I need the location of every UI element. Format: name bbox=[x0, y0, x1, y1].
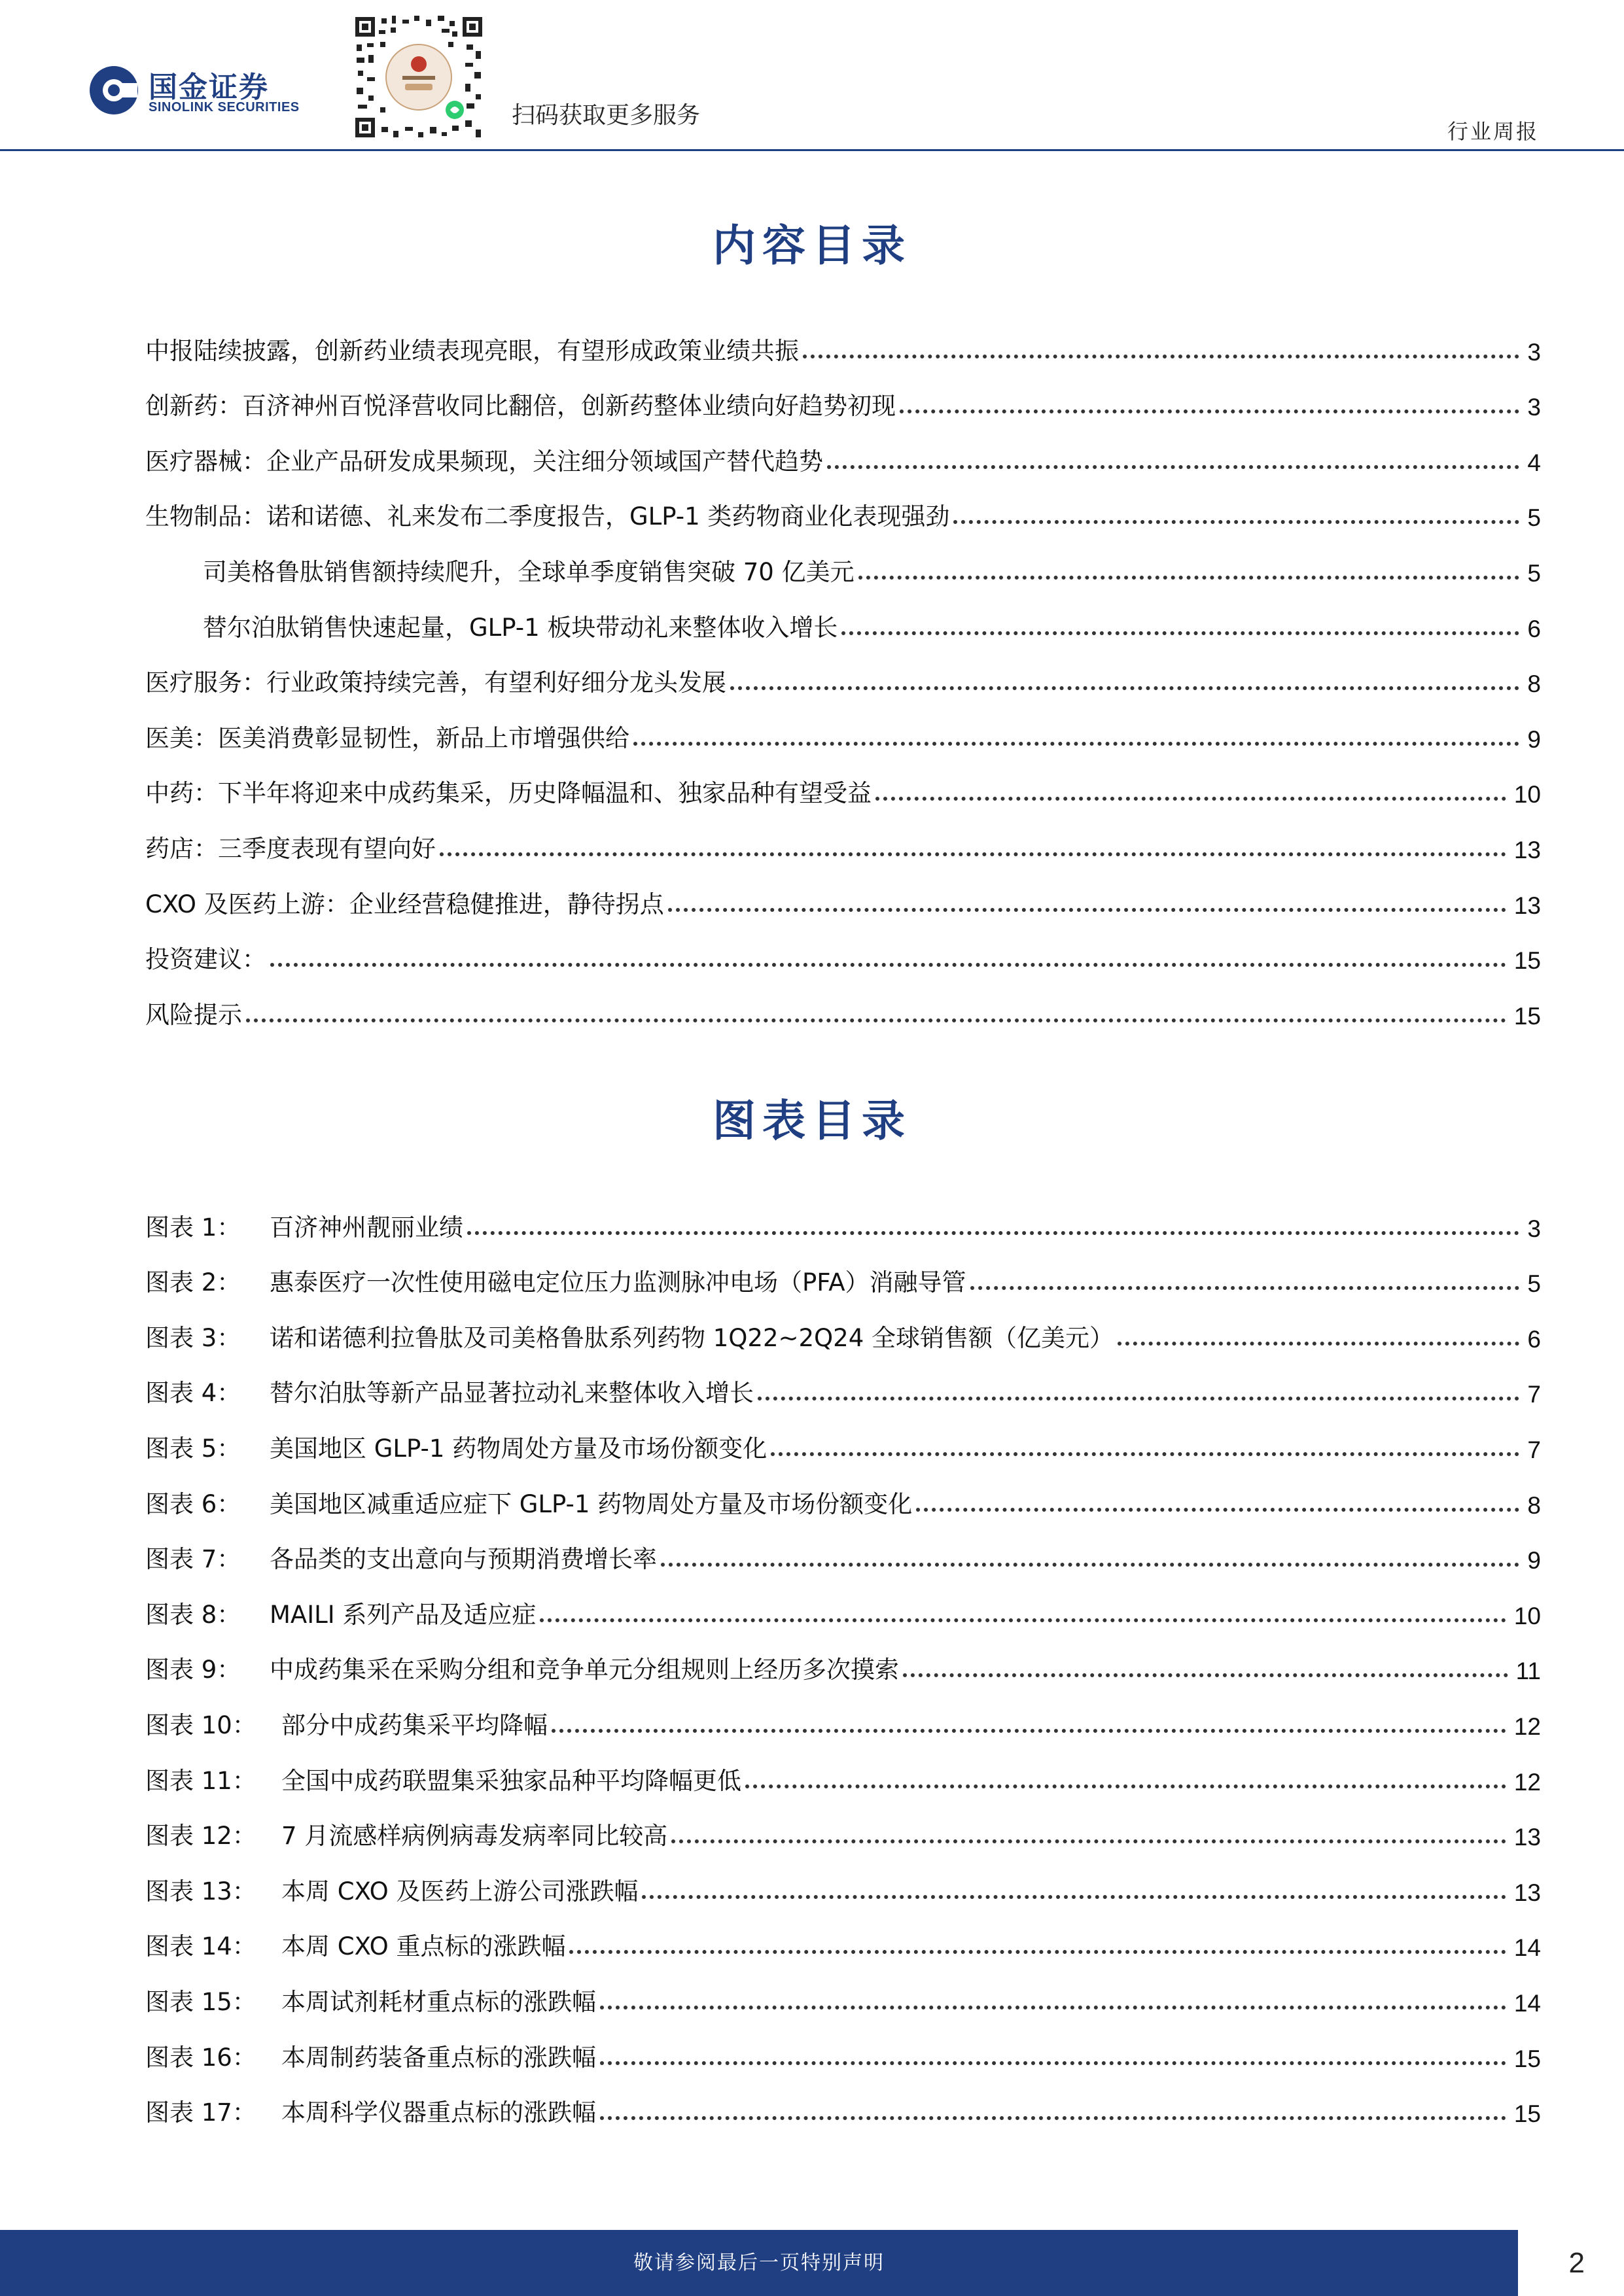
dot-leader bbox=[953, 520, 1519, 524]
chart-entry-page: 9 bbox=[1527, 1547, 1541, 1574]
chart-entry-page: 10 bbox=[1513, 1602, 1541, 1629]
chart-entry-number: 图表 16： bbox=[145, 2043, 256, 2072]
chart-entry[interactable] bbox=[145, 2017, 1541, 2073]
toc-entry-label: 投资建议： bbox=[145, 945, 266, 974]
chart-entry[interactable] bbox=[145, 1796, 1541, 1852]
chart-entry-label: 替尔泊肽等新产品显著拉动礼来整体收入增长 bbox=[270, 1379, 754, 1408]
sinolink-logo-icon bbox=[88, 65, 139, 116]
chart-entry[interactable] bbox=[145, 1353, 1541, 1409]
chart-entry-page: 13 bbox=[1513, 1879, 1541, 1906]
chart-entry[interactable] bbox=[145, 1298, 1541, 1353]
chart-entry-number: 图表 6： bbox=[145, 1489, 241, 1518]
chart-entry[interactable] bbox=[145, 1741, 1541, 1796]
dot-leader bbox=[758, 1397, 1519, 1400]
footer-disclaimer: 敬请参阅最后一页特别声明 bbox=[633, 2252, 885, 2274]
chart-entry[interactable] bbox=[145, 1187, 1541, 1243]
chart-entry-number: 图表 1： bbox=[145, 1213, 241, 1242]
chart-index bbox=[145, 1187, 1541, 2128]
toc-entry-label: 中药：下半年将迎来中成药集采，历史降幅温和、独家品种有望受益 bbox=[145, 779, 872, 808]
dot-leader bbox=[803, 355, 1519, 358]
toc-entry-label: 医美：医美消费彰显韧性，新品上市增强供给 bbox=[145, 723, 629, 752]
toc-entry[interactable] bbox=[145, 698, 1541, 754]
toc-entry-label: CXO 及医药上游：企业经营稳健推进，静待拐点 bbox=[145, 890, 664, 918]
scan-for-service-text: 扫码获取更多服务 bbox=[512, 102, 701, 129]
toc-entry-label: 风险提示 bbox=[145, 1000, 242, 1029]
header-divider bbox=[0, 149, 1624, 151]
chart-entry-number: 图表 13： bbox=[145, 1877, 256, 1905]
chart-entry-label: 本周制药装备重点标的涨跌幅 bbox=[281, 2043, 596, 2072]
chart-entry-page: 3 bbox=[1527, 1215, 1541, 1242]
dot-leader bbox=[730, 686, 1519, 690]
chart-entry-page: 5 bbox=[1527, 1270, 1541, 1298]
chart-entry[interactable] bbox=[145, 1962, 1541, 2017]
chart-entry-number: 图表 12： bbox=[145, 1822, 256, 1851]
toc-entry-page: 10 bbox=[1513, 781, 1541, 809]
toc-entry-page: 13 bbox=[1513, 892, 1541, 919]
dot-leader bbox=[745, 1784, 1506, 1788]
toc-entry[interactable] bbox=[145, 421, 1541, 477]
chart-entry-page: 15 bbox=[1513, 2045, 1541, 2072]
chart-entry[interactable] bbox=[145, 1630, 1541, 1686]
chart-entry[interactable] bbox=[145, 1574, 1541, 1630]
chart-entry[interactable] bbox=[145, 1243, 1541, 1298]
dot-leader bbox=[440, 852, 1506, 856]
toc-entry[interactable] bbox=[145, 366, 1541, 422]
toc-entry-page: 15 bbox=[1513, 947, 1541, 975]
toc-entry-page: 5 bbox=[1527, 559, 1541, 587]
dot-leader bbox=[903, 1673, 1508, 1677]
dot-leader bbox=[900, 409, 1519, 413]
charts-index-title: 图表目录 bbox=[713, 1096, 911, 1146]
dot-leader bbox=[875, 797, 1506, 801]
chart-entry[interactable] bbox=[145, 1685, 1541, 1741]
page-header bbox=[0, 0, 1624, 154]
dot-leader bbox=[858, 576, 1520, 580]
chart-entry-page: 13 bbox=[1513, 1824, 1541, 1851]
contents-title: 内容目录 bbox=[713, 220, 911, 271]
qr-code-icon[interactable] bbox=[350, 12, 487, 143]
toc-entry-page: 6 bbox=[1527, 615, 1541, 642]
chart-entry-label: 7 月流感样病例病毒发病率同比较高 bbox=[281, 1822, 668, 1851]
toc-entry-page: 3 bbox=[1527, 338, 1541, 366]
chart-entry-page: 8 bbox=[1527, 1491, 1541, 1519]
dot-leader bbox=[600, 2116, 1506, 2120]
chart-entry[interactable] bbox=[145, 1851, 1541, 1907]
report-type-label: 行业周报 bbox=[1447, 119, 1539, 144]
toc-entry[interactable] bbox=[145, 311, 1541, 366]
chart-entry-number: 图表 4： bbox=[145, 1379, 241, 1408]
chart-entry-label: 惠泰医疗一次性使用磁电定位压力监测脉冲电场（PFA）消融导管 bbox=[270, 1268, 966, 1297]
chart-entry-label: 本周 CXO 重点标的涨跌幅 bbox=[281, 1932, 566, 1961]
chart-entry-label: 中成药集采在采购分组和竞争单元分组规则上经历多次摸索 bbox=[270, 1656, 899, 1684]
chart-entry-label: 部分中成药集采平均降幅 bbox=[281, 1711, 548, 1739]
toc-entry[interactable] bbox=[145, 754, 1541, 809]
chart-entry-number: 图表 15： bbox=[145, 1987, 256, 2016]
toc-entry[interactable] bbox=[145, 864, 1541, 920]
dot-leader bbox=[771, 1452, 1519, 1456]
chart-entry-page: 14 bbox=[1513, 1989, 1541, 2017]
dot-leader bbox=[661, 1563, 1519, 1567]
chart-entry-number: 图表 11： bbox=[145, 1766, 256, 1795]
chart-entry-label: 本周 CXO 及医药上游公司涨跌幅 bbox=[281, 1877, 639, 1905]
chart-entry-label: 美国地区 GLP-1 药物周处方量及市场份额变化 bbox=[270, 1434, 768, 1463]
toc-entry-label: 药店：三季度表现有望向好 bbox=[145, 834, 436, 863]
chart-entry-number: 图表 10： bbox=[145, 1711, 256, 1739]
page-footer bbox=[0, 2230, 1624, 2296]
dot-leader bbox=[642, 1895, 1506, 1899]
toc-entry-page: 13 bbox=[1513, 836, 1541, 863]
chart-entry-page: 6 bbox=[1527, 1325, 1541, 1353]
chart-entry[interactable] bbox=[145, 2073, 1541, 2129]
toc-entry-page: 8 bbox=[1527, 670, 1541, 698]
chart-entry[interactable] bbox=[145, 1907, 1541, 1962]
chart-entry[interactable] bbox=[145, 1464, 1541, 1520]
dot-leader bbox=[827, 465, 1519, 469]
chart-entry-label: 全国中成药联盟集采独家品种平均降幅更低 bbox=[281, 1766, 741, 1795]
chart-entry-label: 诺和诺德利拉鲁肽及司美格鲁肽系列药物 1Q22~2Q24 全球销售额（亿美元） bbox=[270, 1323, 1114, 1352]
toc-entry-page: 9 bbox=[1527, 725, 1541, 753]
dot-leader bbox=[246, 1018, 1506, 1022]
toc-entry[interactable] bbox=[145, 477, 1541, 532]
dot-leader bbox=[569, 1950, 1506, 1954]
brand-name-cn: 国金证券 bbox=[149, 71, 269, 104]
page-number: 2 bbox=[1568, 2247, 1585, 2279]
dot-leader bbox=[270, 963, 1506, 967]
chart-entry-number: 图表 9： bbox=[145, 1656, 241, 1684]
chart-entry-number: 图表 3： bbox=[145, 1323, 241, 1352]
chart-entry-number: 图表 7： bbox=[145, 1545, 241, 1574]
chart-entry-label: 百济神州靓丽业绩 bbox=[270, 1213, 463, 1242]
chart-entry-page: 7 bbox=[1527, 1381, 1541, 1408]
dot-leader bbox=[633, 742, 1519, 746]
toc-entry-page: 15 bbox=[1513, 1002, 1541, 1030]
dot-leader bbox=[916, 1508, 1519, 1512]
chart-entry-label: 美国地区减重适应症下 GLP-1 药物周处方量及市场份额变化 bbox=[270, 1489, 913, 1518]
brand-name-en: SINOLINK SECURITIES bbox=[149, 100, 300, 114]
chart-entry-page: 12 bbox=[1513, 1713, 1541, 1740]
chart-entry-page: 15 bbox=[1513, 2100, 1541, 2128]
toc-entry[interactable] bbox=[145, 809, 1541, 864]
toc-entry-label: 中报陆续披露，创新药业绩表现亮眼，有望形成政策业绩共振 bbox=[145, 336, 799, 365]
toc-entry-page: 4 bbox=[1527, 449, 1541, 476]
dot-leader bbox=[600, 2006, 1506, 2009]
dot-leader bbox=[552, 1729, 1506, 1733]
chart-entry-page: 14 bbox=[1513, 1934, 1541, 1962]
dot-leader bbox=[467, 1231, 1519, 1235]
toc-entry-label: 医疗器械：企业产品研发成果频现，关注细分领域国产替代趋势 bbox=[145, 447, 823, 476]
toc-subentry[interactable] bbox=[145, 587, 1541, 643]
chart-entry-page: 7 bbox=[1527, 1436, 1541, 1463]
chart-entry-label: 本周科学仪器重点标的涨跌幅 bbox=[281, 2098, 596, 2127]
toc-entry-label: 医疗服务：行业政策持续完善，有望利好细分龙头发展 bbox=[145, 669, 726, 697]
brand-logo bbox=[88, 62, 304, 121]
chart-entry[interactable] bbox=[145, 1408, 1541, 1464]
toc-entry-label: 生物制品：诺和诺德、礼来发布二季度报告，GLP-1 类药物商业化表现强劲 bbox=[145, 502, 950, 531]
toc-subentry[interactable] bbox=[145, 532, 1541, 587]
toc-entry[interactable] bbox=[145, 643, 1541, 699]
toc-entry-label: 替尔泊肽销售快速起量，GLP-1 板块带动礼来整体收入增长 bbox=[203, 613, 838, 642]
table-of-contents bbox=[145, 311, 1541, 1030]
toc-entry-label: 司美格鲁肽销售额持续爬升，全球单季度销售突破 70 亿美元 bbox=[203, 557, 855, 586]
chart-entry-label: 本周试剂耗材重点标的涨跌幅 bbox=[281, 1987, 596, 2016]
chart-entry-number: 图表 5： bbox=[145, 1434, 241, 1463]
toc-entry[interactable] bbox=[145, 975, 1541, 1030]
chart-entry-label: 各品类的支出意向与预期消费增长率 bbox=[270, 1545, 657, 1574]
chart-entry-label: MAILI 系列产品及适应症 bbox=[270, 1600, 537, 1629]
dot-leader bbox=[600, 2061, 1506, 2065]
toc-entry-page: 5 bbox=[1527, 504, 1541, 532]
chart-entry-number: 图表 2： bbox=[145, 1268, 241, 1297]
dot-leader bbox=[671, 1839, 1506, 1843]
dot-leader bbox=[540, 1618, 1506, 1622]
chart-entry-number: 图表 8： bbox=[145, 1600, 241, 1629]
chart-entry-page: 12 bbox=[1513, 1768, 1541, 1796]
chart-entry[interactable] bbox=[145, 1520, 1541, 1575]
dot-leader bbox=[668, 908, 1506, 912]
chart-entry-page: 11 bbox=[1515, 1658, 1541, 1685]
toc-entry-label: 创新药：百济神州百悦泽营收同比翻倍，创新药整体业绩向好趋势初现 bbox=[145, 392, 896, 421]
dot-leader bbox=[841, 631, 1519, 635]
chart-entry-number: 图表 17： bbox=[145, 2098, 256, 2127]
toc-entry-page: 3 bbox=[1527, 394, 1541, 421]
toc-entry[interactable] bbox=[145, 920, 1541, 975]
chart-entry-number: 图表 14： bbox=[145, 1932, 256, 1961]
dot-leader bbox=[970, 1286, 1520, 1290]
dot-leader bbox=[1118, 1342, 1519, 1346]
